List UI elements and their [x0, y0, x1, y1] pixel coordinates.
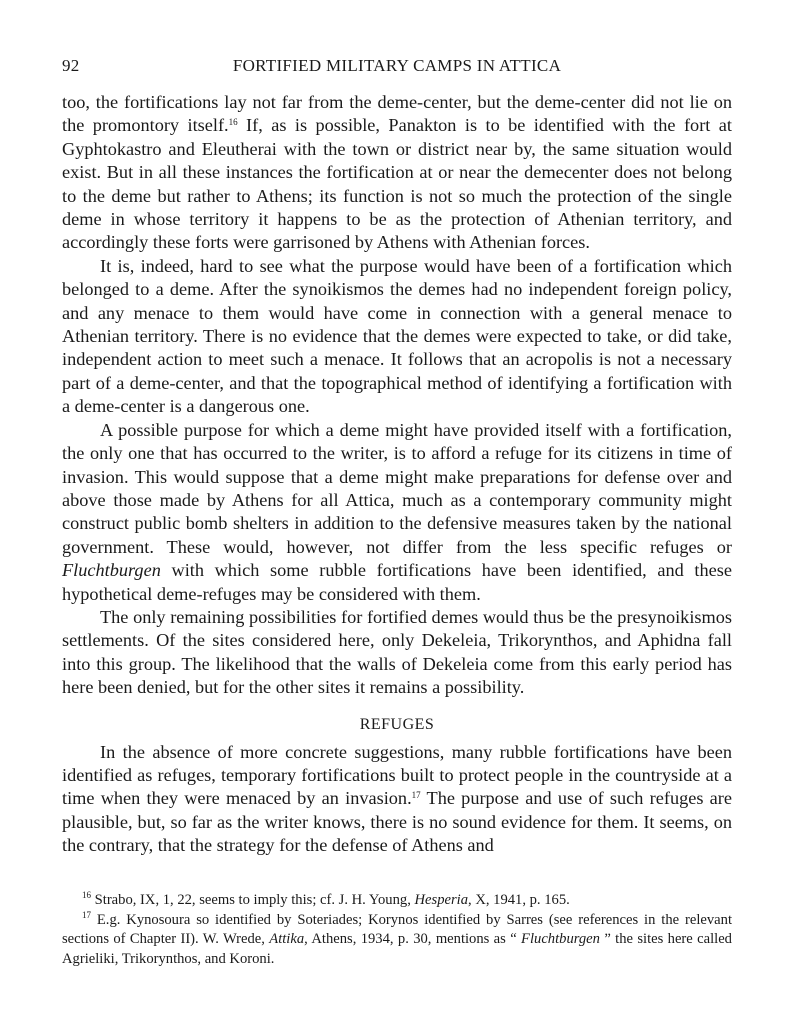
- body-text: [62, 91, 732, 858]
- running-head: [62, 56, 732, 78]
- footnote-text-cont: , X, 1941, p. 165.: [468, 892, 570, 908]
- footnote-text: E.g. Kynosoura so identified by Soteriades; Korynos identified by Sarres (see references in the relevant sections of Chapter II). W. Wrede,: [62, 911, 732, 948]
- paragraph-refuges-text: In the absence of more concrete suggestions, many rubble fortifications have been identified as refuges, temporary fortifications built to protect people in the countryside at a time when they were menaced by an invasion.: [62, 741, 732, 809]
- footnote-number: 16: [82, 890, 91, 901]
- section-heading: REFUGES: [359, 715, 435, 733]
- running-title: FORTIFIED MILITARY CAMPS IN ATTICA: [232, 56, 562, 75]
- footnote-text: Strabo, IX, 1, 22, seems to imply this; cf. J. H. Young,: [91, 892, 415, 908]
- footnote-ref-17: 17: [411, 790, 421, 801]
- footnote-italic-2: Fluchtburgen: [521, 931, 600, 948]
- footnote-number: 17: [82, 909, 91, 920]
- page-number: 92: [62, 56, 80, 75]
- footnote-italic: Hesperia: [414, 892, 469, 908]
- footnote-ref-16: 16: [228, 117, 238, 128]
- paragraph-1: [62, 91, 732, 255]
- paragraph-4: The only remaining possibilities for fortified demes would thus be the presynoikismos settlements. Of the sites considered here, only Dekeleia, Trikorynthos, and Aphidna fall into this group. The likelihood that the walls of Dekeleia come from this early period has here been denied, but for the other sites it remains a possibility.: [62, 606, 732, 698]
- paragraph-3-italic: Fluchtburgen: [62, 560, 161, 581]
- paragraph-3-text-cont: with which some rubble fortifications have been identified, and these hypothetical deme-refuges may be considered with them.: [62, 560, 732, 604]
- footnote-17: [62, 911, 732, 970]
- paragraph-refuges: [62, 741, 732, 858]
- footnote-16: [62, 891, 732, 911]
- footnote-text-mid: , Athens, 1934, p. 30, mentions as “: [304, 931, 522, 948]
- paragraph-2: It is, indeed, hard to see what the purpose would have been of a fortification which belonged to a deme. After the synoikismos the demes had no independent foreign policy, and any menace to them would have come in connection with a general menace to Athenian territory. There is no evidence that the demes were expected to take, or did take, independent action to meet such a menace. It follows that an acropolis is not a necessary part of a deme-center, and that the topographical method of identifying a fortification with a deme-center is a dangerous one.: [62, 255, 732, 417]
- paragraph-1-text: too, the fortifications lay not far from the deme-center, but the deme-center did not lie on the promontory itself.: [62, 92, 732, 136]
- paragraph-1-text-cont: If, as is possible, Panakton is to be identified with the fort at Gyphtokastro and Eleutherai with the town or district near by, the same situation would exist. But in all these instances the fortification at or near the demecenter does not belong to the deme but rather to Athens; its function is not so much the protection of the single deme in whose territory it happens to be as the protection of Athenian territory, and accordingly these forts were garrisoned by Athens with Athenian forces.: [62, 115, 732, 253]
- footnote-text-cont: ” the sites here called Agrieliki, Trikorynthos, and Koroni.: [62, 931, 732, 967]
- paragraph-3: [62, 419, 732, 606]
- footnotes: [62, 891, 732, 969]
- paragraph-refuges-text-cont: The purpose and use of such refuges are plausible, but, so far as the writer knows, there is no sound evidence for them. It seems, on the contrary, that the strategy for the defense of Athens and: [62, 788, 732, 856]
- footnote-italic: Attika: [269, 931, 305, 948]
- paragraph-3-text: A possible purpose for which a deme might have provided itself with a fortification, the only one that has occurred to the writer, is to afford a refuge for its citizens in time of invasion. This would suppose that a deme might make preparations for defense over and above those made by Athens for all Attica, much as a contemporary community might construct public bomb shelters in addition to the defensive measures taken by the national government. These would, however, not differ from the less specific refuges or: [62, 419, 732, 557]
